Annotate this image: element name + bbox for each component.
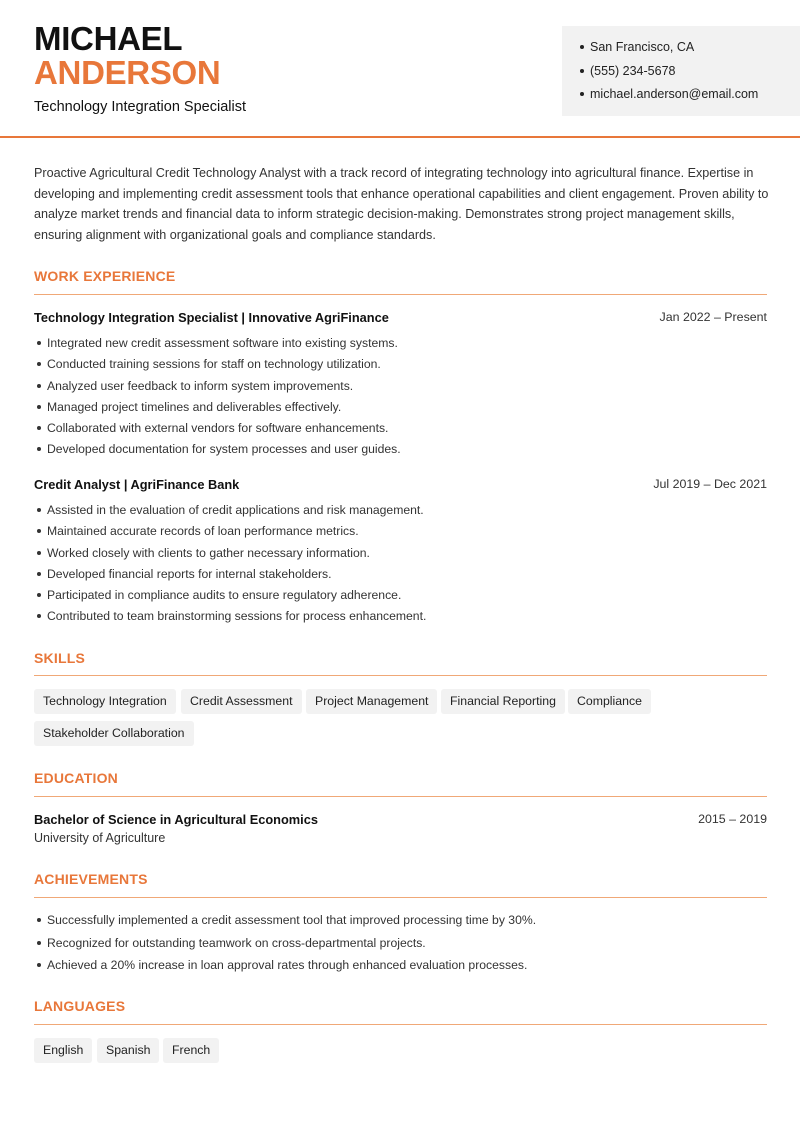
job-dates: Jan 2022 – Present bbox=[659, 310, 767, 324]
contact-location: San Francisco, CA bbox=[578, 39, 758, 63]
resume-header bbox=[0, 0, 800, 138]
contact-phone[interactable]: (555) 234-5678 bbox=[578, 63, 758, 87]
profile-summary: Proactive Agricultural Credit Technology Analyst with a track record of integrating technology into agricultural finance. Expertise in developing and implementing credit assessment tools that enhance operational capabilities and client engagement. Proven ability to analyze market trends and financial data to inform strategic decision-making. Demonstrates strong project management skills, ensuring alignment with organizational goals and compliance standards. bbox=[34, 166, 769, 242]
job-role: Technology Integration Specialist | Innovative AgriFinance bbox=[34, 310, 389, 325]
list-item: Developed documentation for system processes and user guides. bbox=[34, 441, 767, 462]
education-header bbox=[34, 812, 767, 827]
job-dates: Jul 2019 – Dec 2021 bbox=[653, 477, 767, 491]
list-item: Recognized for outstanding teamwork on cross-departmental projects. bbox=[34, 935, 767, 958]
section-title-education: EDUCATION bbox=[34, 770, 118, 786]
language-chip: Spanish bbox=[97, 1038, 159, 1063]
list-item: Maintained accurate records of loan performance metrics. bbox=[34, 523, 767, 544]
skill-chip: Technology Integration bbox=[34, 689, 176, 714]
skill-chip: Credit Assessment bbox=[181, 689, 302, 714]
section-divider bbox=[34, 294, 767, 295]
list-item: Collaborated with external vendors for software enhancements. bbox=[34, 420, 767, 441]
section-title-skills: SKILLS bbox=[34, 650, 85, 666]
list-item: Contributed to team brainstorming sessions for process enhancement. bbox=[34, 608, 767, 629]
section-divider bbox=[34, 1024, 767, 1025]
list-item: Worked closely with clients to gather necessary information. bbox=[34, 545, 767, 566]
contact-email[interactable]: michael.anderson@email.com bbox=[578, 86, 758, 110]
job-header bbox=[34, 310, 767, 325]
job-title: Technology Integration Specialist bbox=[34, 99, 246, 115]
list-item: Conducted training sessions for staff on technology utilization. bbox=[34, 356, 767, 377]
job-header bbox=[34, 477, 767, 492]
education-dates: 2015 – 2019 bbox=[698, 812, 767, 826]
list-item: Achieved a 20% increase in loan approval rates through enhanced evaluation processes. bbox=[34, 957, 767, 980]
degree: Bachelor of Science in Agricultural Economics bbox=[34, 812, 318, 827]
list-item: Analyzed user feedback to inform system improvements. bbox=[34, 378, 767, 399]
list-item: Managed project timelines and deliverables effectively. bbox=[34, 399, 767, 420]
skill-chip: Stakeholder Collaboration bbox=[34, 721, 194, 746]
list-item: Assisted in the evaluation of credit applications and risk management. bbox=[34, 502, 767, 523]
section-divider bbox=[34, 796, 767, 797]
candidate-name bbox=[34, 22, 220, 90]
section-divider bbox=[34, 897, 767, 898]
skill-chip: Project Management bbox=[306, 689, 437, 714]
achievements-list bbox=[34, 912, 767, 980]
skill-chip: Compliance bbox=[568, 689, 651, 714]
section-title-achievements: ACHIEVEMENTS bbox=[34, 871, 148, 887]
section-divider bbox=[34, 675, 767, 676]
first-name: MICHAEL bbox=[34, 20, 183, 57]
language-chip: English bbox=[34, 1038, 92, 1063]
section-title-languages: LANGUAGES bbox=[34, 998, 126, 1014]
list-item: Successfully implemented a credit assessment tool that improved processing time by 30%. bbox=[34, 912, 767, 935]
contact-box bbox=[562, 26, 800, 116]
list-item: Participated in compliance audits to ensure regulatory adherence. bbox=[34, 587, 767, 608]
contact-list bbox=[578, 39, 758, 110]
last-name: ANDERSON bbox=[34, 54, 221, 91]
list-item: Developed financial reports for internal stakeholders. bbox=[34, 566, 767, 587]
section-title-work-experience: WORK EXPERIENCE bbox=[34, 268, 176, 284]
job-bullets bbox=[34, 502, 767, 630]
language-chip: French bbox=[163, 1038, 219, 1063]
job-role: Credit Analyst | AgriFinance Bank bbox=[34, 477, 240, 492]
job-bullets bbox=[34, 335, 767, 463]
skill-chip: Financial Reporting bbox=[441, 689, 565, 714]
school-name: University of Agriculture bbox=[34, 831, 166, 845]
list-item: Integrated new credit assessment software into existing systems. bbox=[34, 335, 767, 356]
